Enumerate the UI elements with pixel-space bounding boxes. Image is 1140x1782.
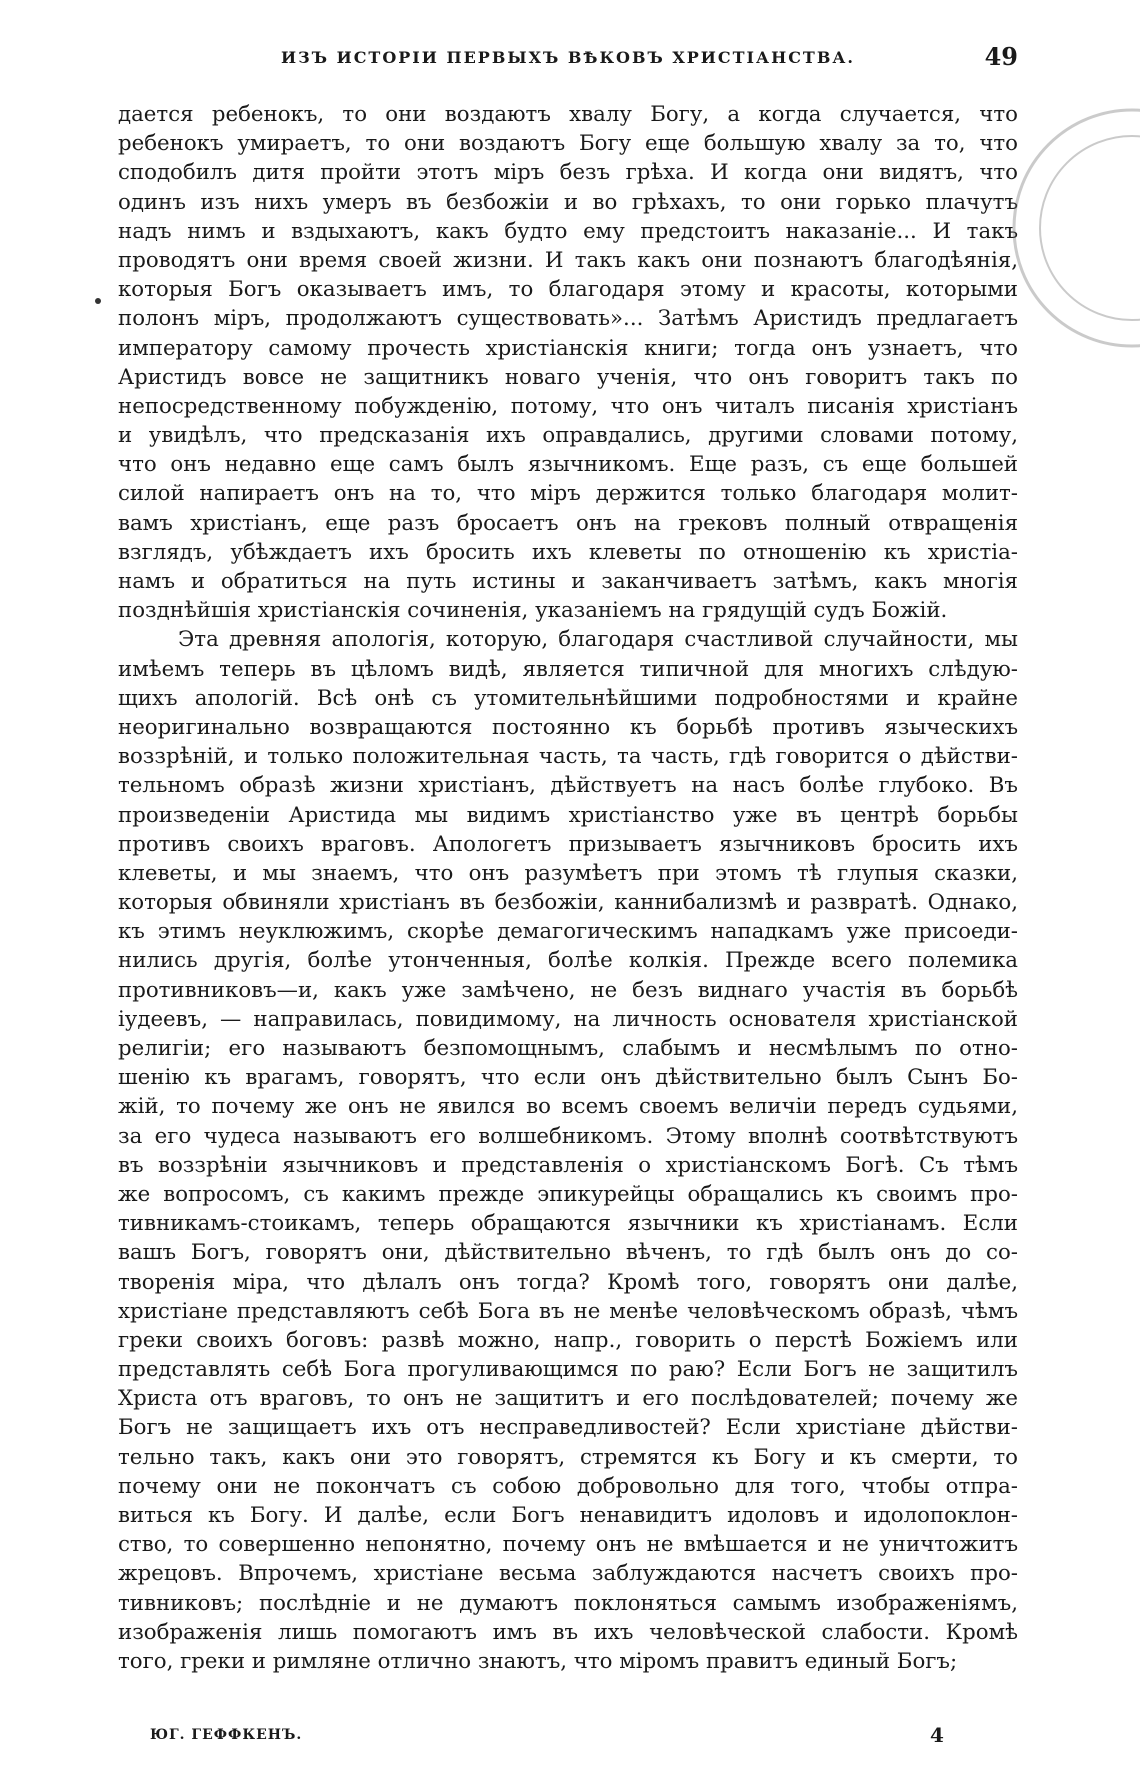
text-line: непосредственному побужденію, потому, что онъ читалъ писанія христіанъ	[118, 393, 1018, 419]
text-line: и увидѣлъ, что предсказанія ихъ оправдались, другими словами потому,	[118, 423, 1018, 449]
text-line: противъ своихъ враговъ. Апологетъ призываетъ язычниковъ бросить ихъ	[118, 831, 1018, 857]
body-text	[118, 100, 1018, 1676]
text-line: за его чудеса называютъ его волшебникомъ. Этому вполнѣ соотвѣтствуютъ	[118, 1123, 1018, 1149]
sheet-number: 4	[930, 1723, 944, 1747]
text-line: тельномъ образѣ жизни христіанъ, дѣйствуетъ на насъ болѣе глубоко. Въ	[118, 773, 1018, 799]
text-line: ство, то совершенно непонятно, почему онъ не вмѣшается и не уничтожитъ	[118, 1532, 1018, 1558]
text-line: ребенокъ умираетъ, то они воздаютъ Богу еще большую хвалу за то, что	[118, 131, 1018, 157]
text-line: тельно такъ, какъ они это говорятъ, стремятся къ Богу и къ смерти, то	[118, 1444, 1018, 1470]
text-line: представлять себѣ Бога прогуливающимся по раю? Если Богъ не защитилъ	[118, 1357, 1018, 1383]
text-line: намъ и обратиться на путь истины и заканчиваетъ затѣмъ, какъ многія	[118, 569, 1018, 594]
text-line: которыя Богъ оказываетъ имъ, то благодаря этому и красоты, которыми	[118, 277, 1018, 303]
text-line: іудеевъ, — направилась, повидимому, на личность основателя христіанской	[118, 1006, 1018, 1032]
text-line: полонъ міръ, продолжаютъ существовать»... Затѣмъ Аристидъ предлагаетъ	[118, 306, 1018, 332]
text-line: почему они не покончатъ съ собою добровольно для того, чтобы отпра-	[118, 1473, 1018, 1499]
text-line: вамъ христіанъ, еще разъ бросаетъ онъ на грековъ полный отвращенія	[118, 510, 1018, 536]
text-line: виться къ Богу. И далѣе, если Богъ ненавидитъ идоловъ и идолопоклон-	[118, 1503, 1018, 1528]
page-header	[118, 42, 1018, 82]
text-line: воззрѣній, и только положительная часть, та часть, гдѣ говорится о дѣйстви-	[118, 744, 1018, 770]
text-line: же вопросомъ, съ какимъ прежде эпикурейцы обращались къ своимъ про-	[118, 1181, 1018, 1207]
page-footer	[150, 1723, 970, 1757]
text-line: къ этимъ неуклюжимъ, скорѣе демагогическимъ нападкамъ уже присоеди-	[118, 919, 1018, 945]
library-stamp	[1012, 78, 1140, 378]
text-line: тивниковъ; послѣдніе и не думаютъ поклоняться самымъ изображеніямъ,	[118, 1590, 1018, 1616]
text-line: христіане представляютъ себѣ Бога въ не менѣе человѣческомъ образѣ, чѣмъ	[118, 1298, 1018, 1324]
text-line: жій, то почему же онъ не явился во всемъ своемъ величіи передъ судьями,	[118, 1094, 1018, 1120]
text-line: тивникамъ-стоикамъ, теперь обращаются язычники къ христіанамъ. Если	[118, 1211, 1018, 1237]
paragraph	[118, 625, 1018, 1676]
text-line: въ воззрѣніи язычниковъ и представленія о христіанскомъ Богѣ. Съ тѣмъ	[118, 1152, 1018, 1178]
text-line: проводятъ они время своей жизни. И такъ какъ они познаютъ благодѣянія,	[118, 247, 1018, 273]
author-signature: ЮГ. ГЕФФКЕНЪ.	[150, 1727, 303, 1743]
text-line: что онъ недавно еще самъ былъ язычникомъ. Еще разъ, съ еще большей	[118, 452, 1018, 478]
text-line: взглядъ, убѣждаетъ ихъ бросить ихъ клеветы по отношенію къ христіа-	[118, 539, 1018, 565]
text-line: религіи; его называютъ безпомощнымъ, слабымъ и несмѣлымъ по отно-	[118, 1036, 1018, 1061]
text-line: сподобилъ дитя пройти этотъ міръ безъ грѣха. И когда они видятъ, что	[118, 160, 1018, 186]
text-line: нились другія, болѣе утонченныя, болѣе колкія. Прежде всего полемика	[118, 948, 1018, 974]
text-line: шенію къ врагамъ, говорятъ, что если онъ дѣйствительно былъ Сынъ Бо-	[118, 1065, 1018, 1091]
text-line: изображенія лишь помогаютъ имъ въ ихъ человѣческой слабости. Кромѣ	[118, 1619, 1018, 1645]
text-line: силой напираетъ онъ на то, что міръ держится только благодаря молит-	[118, 481, 1018, 507]
text-line: Богъ не защищаетъ ихъ отъ несправедливостей? Если христіане дѣйстви-	[118, 1415, 1018, 1441]
text-line: греки своихъ боговъ: развѣ можно, напр., говорить о перстѣ Божіемъ или	[118, 1327, 1018, 1353]
text-line: Аристидъ вовсе не защитникъ новаго ученія, что онъ говоритъ такъ по	[118, 364, 1018, 390]
text-line: неоригинально возвращаются постоянно къ борьбѣ противъ языческихъ	[118, 714, 1018, 740]
text-line: одинъ изъ нихъ умеръ въ безбожіи и во грѣхахъ, то они горько плачутъ	[118, 189, 1018, 215]
text-line: Христа отъ враговъ, то онъ не защититъ и его послѣдователей; почему же	[118, 1386, 1018, 1412]
text-line: надъ нимъ и вздыхаютъ, какъ будто ему предстоитъ наказаніе... И такъ	[118, 218, 1018, 244]
text-line: которыя обвиняли христіанъ въ безбожіи, каннибализмѣ и развратѣ. Однако,	[118, 890, 1018, 916]
text-line: жрецовъ. Впрочемъ, христіане весьма заблуждаются насчетъ своихъ про-	[118, 1561, 1018, 1587]
text-line: противниковъ—и, какъ уже замѣчено, не безъ виднаго участія въ борьбѣ	[118, 977, 1018, 1003]
text-line: имѣемъ теперь въ цѣломъ видѣ, является типичной для многихъ слѣдую-	[118, 656, 1018, 682]
text-line: творенія міра, что дѣлалъ онъ тогда? Кромѣ того, говорятъ они далѣе,	[118, 1269, 1018, 1295]
text-line: щихъ апологій. Всѣ онѣ съ утомительнѣйшими подробностями и крайне	[118, 685, 1018, 711]
text-line: вашъ Богъ, говорятъ они, дѣйствительно вѣченъ, то гдѣ былъ онъ до со-	[118, 1240, 1018, 1266]
text-line: клеветы, и мы знаемъ, что онъ разумѣетъ при этомъ тѣ глупыя сказки,	[118, 860, 1018, 886]
running-title: ИЗЪ ИСТОРІИ ПЕРВЫХЪ ВѢКОВЪ ХРИСТІАНСТВА.	[281, 48, 855, 67]
text-line: дается ребенокъ, то они воздаютъ хвалу Богу, а когда случается, что	[118, 102, 1018, 127]
text-line: Эта древняя апологія, которую, благодаря счастливой случайности, мы	[178, 627, 1018, 653]
text-line: императору самому прочесть христіанскія книги; тогда онъ узнаетъ, что	[118, 335, 1018, 361]
paragraph	[118, 100, 1018, 625]
margin-mark	[95, 298, 101, 304]
text-line: того, греки и римляне отлично знаютъ, что міромъ правитъ единый Богъ;	[118, 1648, 958, 1674]
text-line: произведеніи Аристида мы видимъ христіанство уже въ центрѣ борьбы	[118, 802, 1018, 828]
page-number: 49	[984, 42, 1018, 71]
text-line: позднѣйшія христіанскія сочиненія, указаніемъ на грядущій судъ Божій.	[118, 598, 948, 624]
